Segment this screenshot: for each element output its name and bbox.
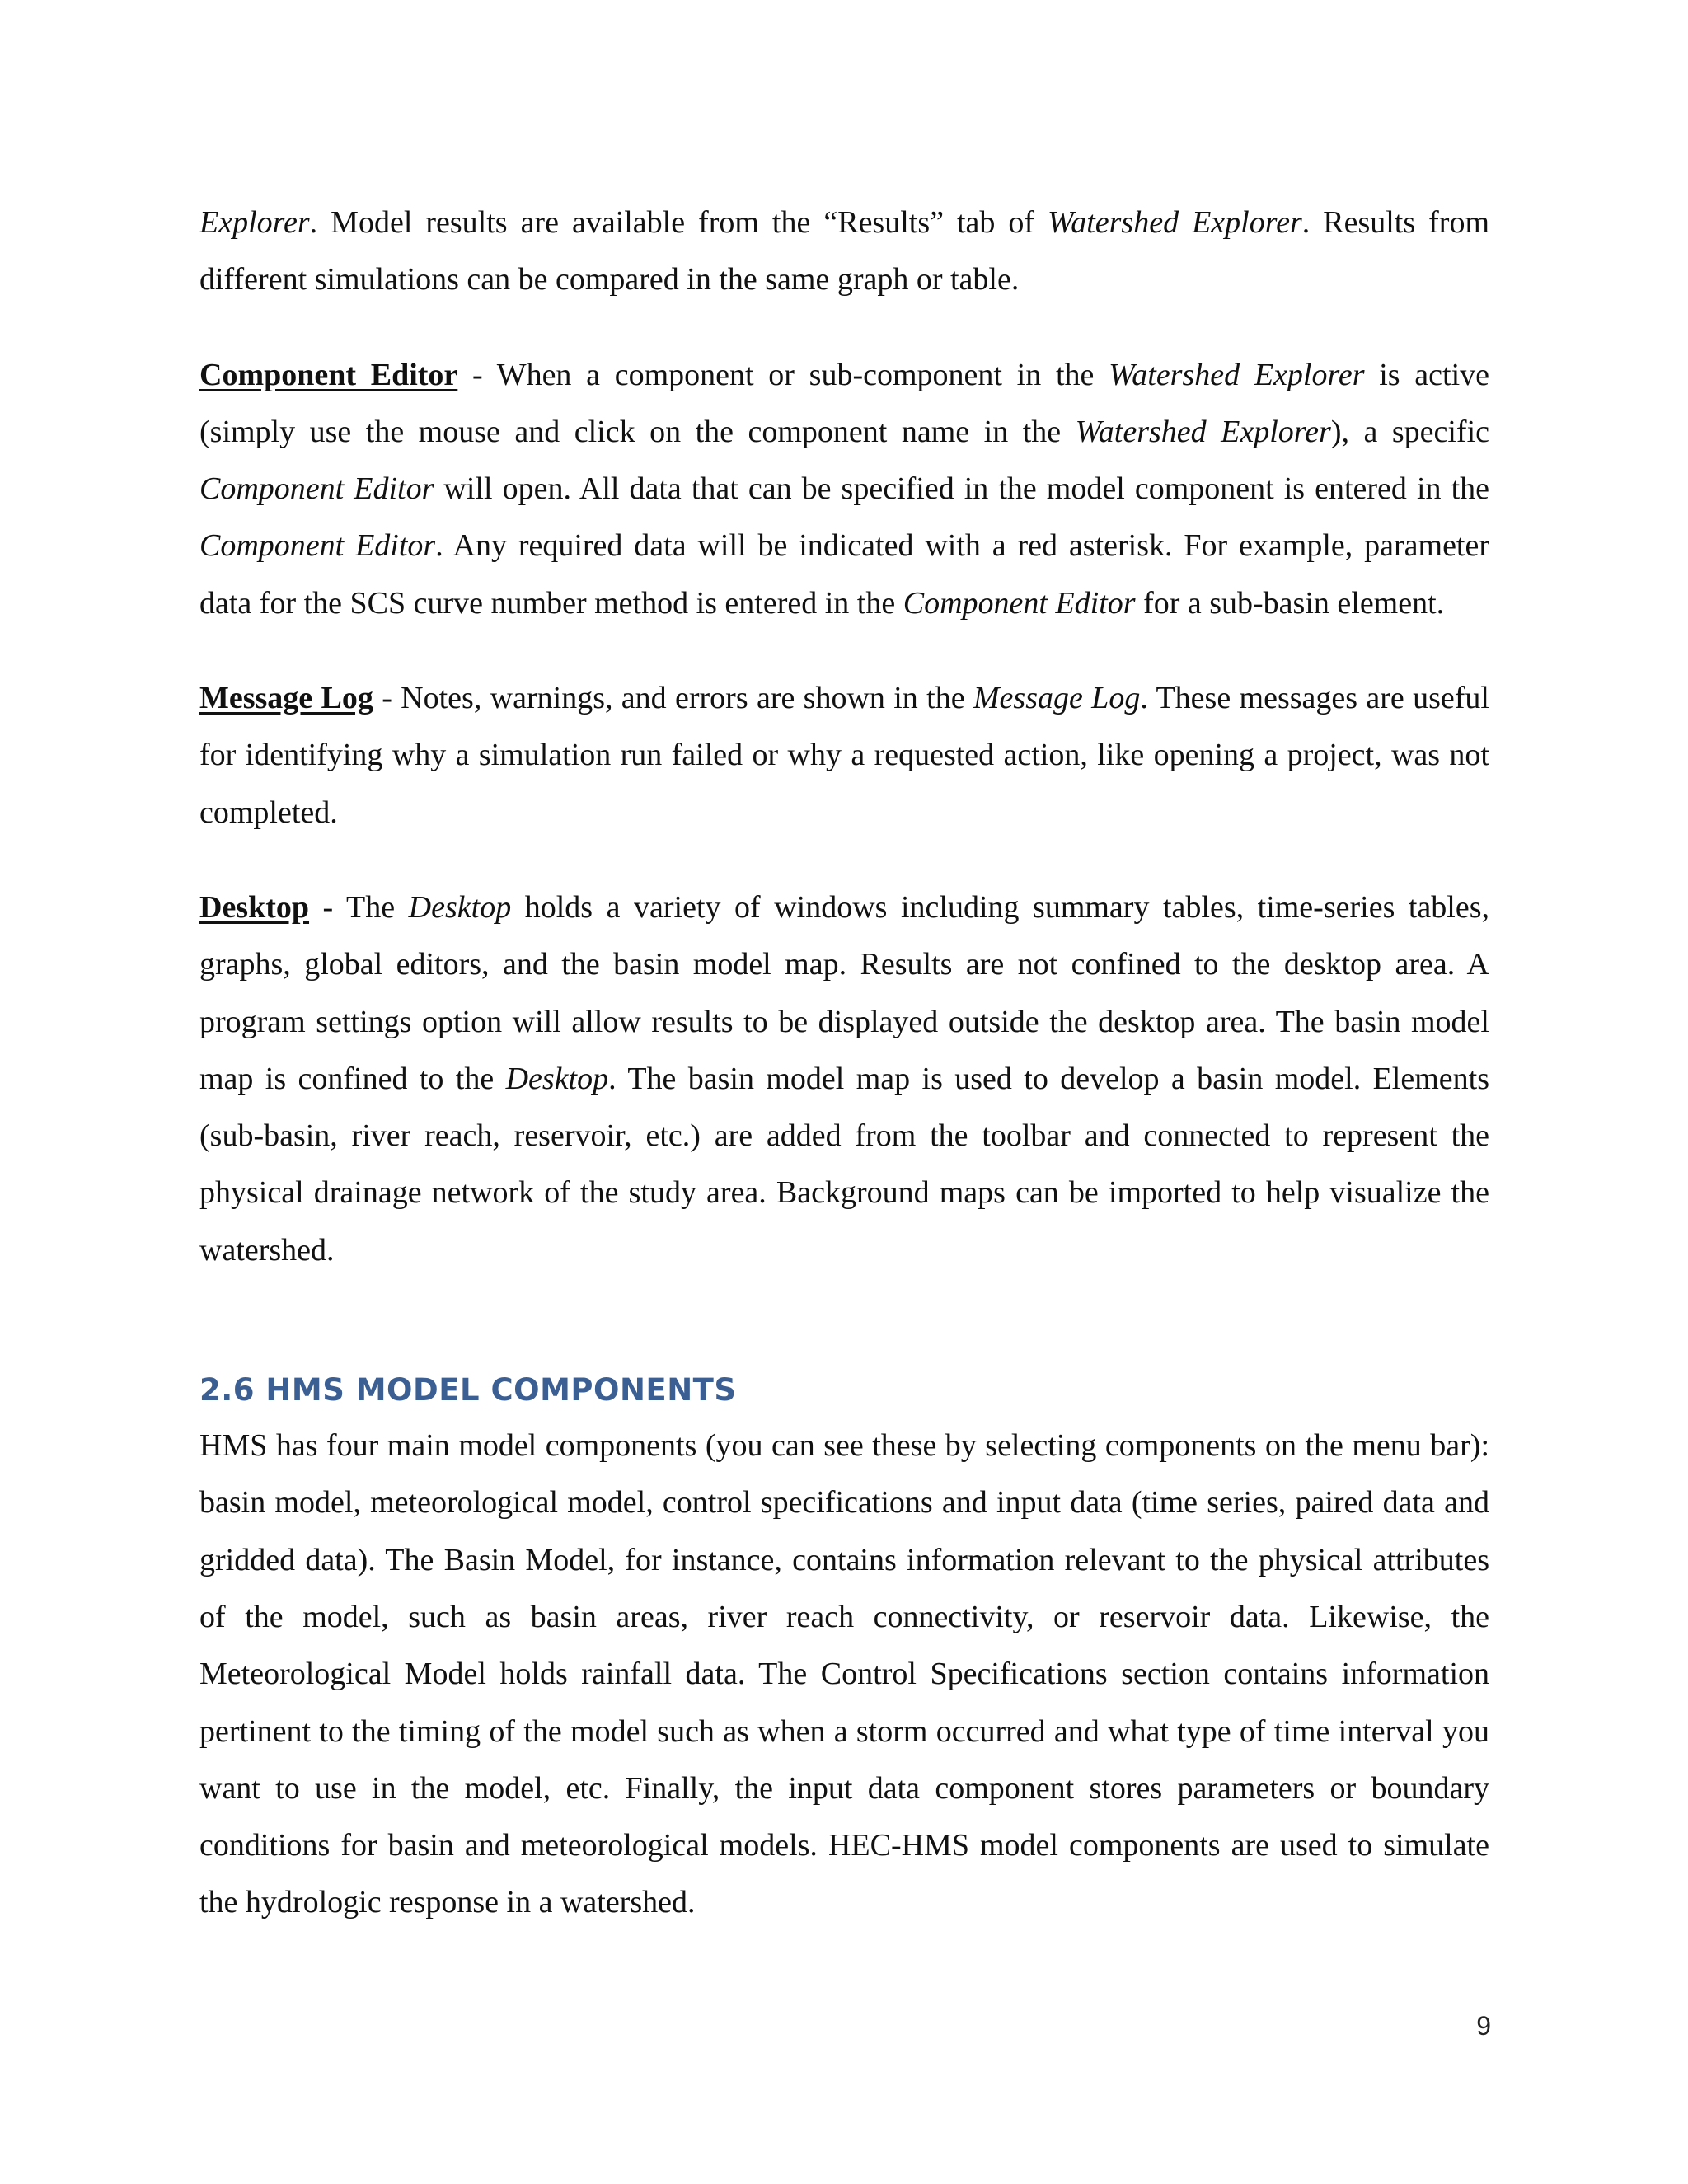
italic-term: Watershed Explorer [1075,414,1331,449]
message-log-term: Message Log [199,681,373,716]
italic-term: Desktop [505,1061,609,1096]
italic-term: Explorer [199,205,310,240]
component-editor-paragraph: Component Editor - When a component or sub-component in the Watershed Explorer is active (simply use the mouse and click on the component name in the Watershed Explorer), a specific Component Editor will open. All data that can be specified in the model component is entered in the Component Editor. Any required data will be indicated with a red asterisk. For example, parameter data for the SCS curve number method is entered in the Component Editor for a sub-basin element. [199,357,1490,621]
component-editor-term: Component Editor [199,357,458,392]
page-number: 9 [1476,2011,1491,2041]
italic-term: Message Log [973,681,1141,716]
italic-term: Watershed Explorer [1109,357,1365,392]
desktop-term: Desktop [199,889,310,925]
italic-term: Component Editor [199,528,436,564]
desktop-paragraph: Desktop - The Desktop holds a variety of windows including summary tables, time-series tables, graphs, global editors, and the basin model map. Results are not confined to the desktop area. A program settings option will allow results to be displayed outside the desktop area. The basin model map is confined to the Desktop. The basin model map is used to develop a basin model. Elements (sub-basin, river reach, reservoir, etc.) are added from the toolbar and connected to represent the physical drainage network of the study area. Background maps can be imported to help visualize the watershed. [199,889,1490,1268]
italic-term: Component Editor [903,585,1136,621]
italic-term: Desktop [408,889,512,925]
italic-term: Component Editor [199,471,434,507]
section-body-paragraph: HMS has four main model components (you can see these by selecting components on the menu bar): basin model, meteorological model, control specifications and input data (time series, paired data and gridded data). The Basin Model, for instance, contains information relevant to the physical attributes of the model, such as basin areas, river reach connectivity, or reservoir data. Likewise, the Meteorological Model holds rainfall data. The Control Specifications section contains information pertinent to the timing of the model such as when a storm occurred and what type of time interval you want to use in the model, etc. Finally, the input data component stores parameters or boundary conditions for basin and meteorological models. HEC-HMS model components are used to simulate the hydrologic response in a watershed. [199,1428,1489,1920]
section-heading: 2.6 HMS MODEL COMPONENTS [199,1372,737,1408]
intro-paragraph: Explorer. Model results are available from the “Results” tab of Watershed Explorer. Results from different simulations can be compared in the same graph or table. [199,205,1490,298]
italic-term: Watershed Explorer [1048,205,1302,240]
page-content [199,194,1489,1932]
message-log-paragraph: Message Log - Notes, warnings, and errors are shown in the Message Log. These messages are useful for identifying why a simulation run failed or why a requested action, like opening a project, was not completed. [199,681,1489,830]
